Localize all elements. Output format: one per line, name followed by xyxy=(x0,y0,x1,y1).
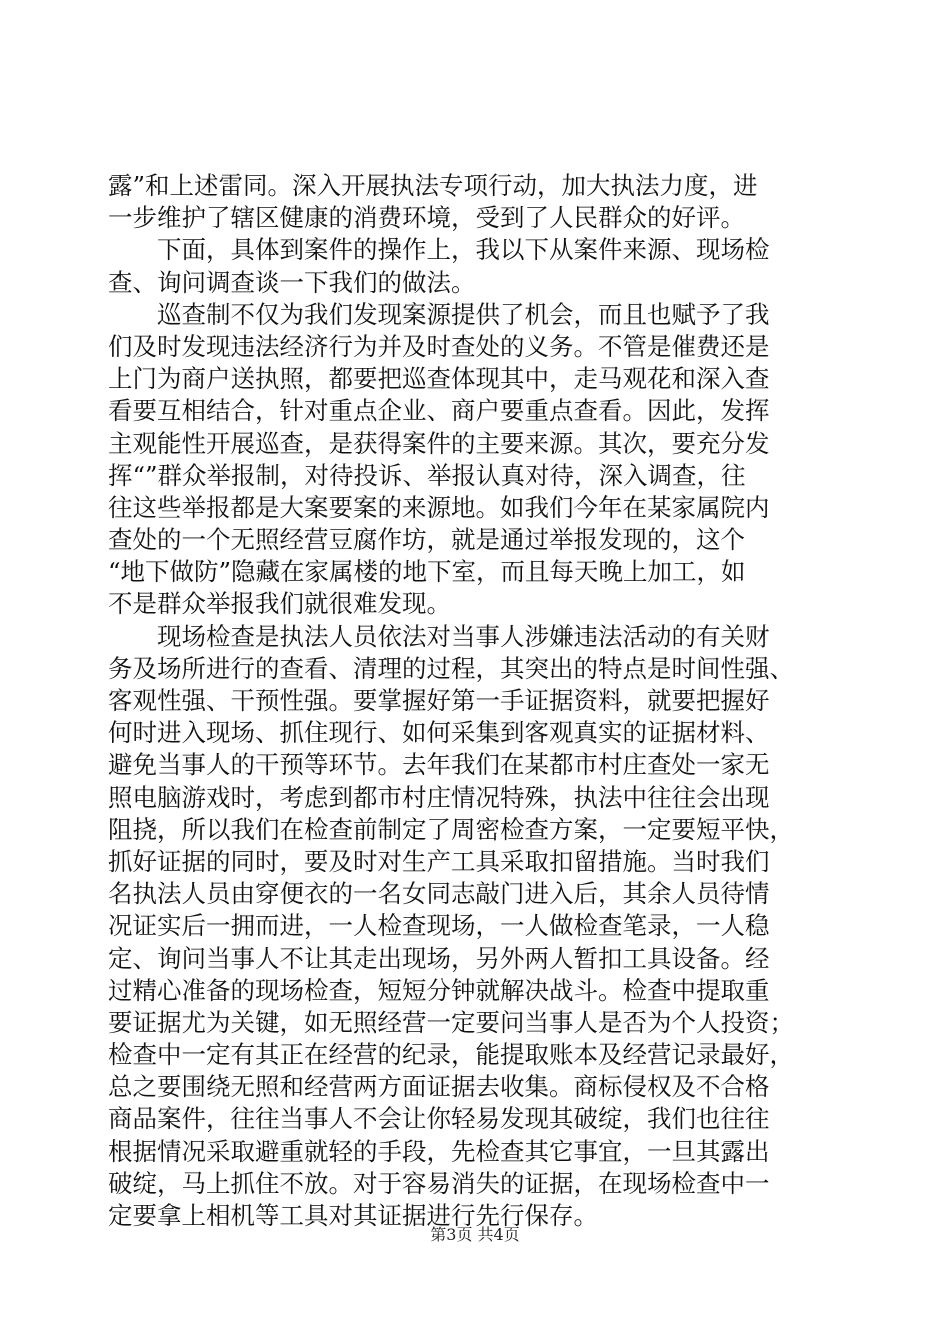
text-line: 巡查制不仅为我们发现案源提供了机会，而且也赋予了我 xyxy=(108,299,770,329)
text-line: “地下做防”隐藏在家属楼的地下室，而且每天晚上加工，如 xyxy=(108,557,746,587)
text-line: 避免当事人的干预等环节。去年我们在某都市村庄查处一家无 xyxy=(108,750,770,780)
text-line: 过精心准备的现场检查，短短分钟就解决战斗。检查中提取重 xyxy=(108,975,770,1005)
text-line: 况证实后一拥而进，一人检查现场，一人做检查笔录，一人稳 xyxy=(108,911,770,941)
text-line: 一步维护了辖区健康的消费环境，受到了人民群众的好评。 xyxy=(108,203,745,233)
text-line: 挥“”群众举报制，对待投诉、举报认真对待，深入调查，往 xyxy=(108,460,746,490)
text-line: 破绽，马上抓住不放。对于容易消失的证据，在现场检查中一 xyxy=(108,1168,770,1198)
page-footer: 第3页 共4页 xyxy=(430,1225,520,1244)
text-line: 照电脑游戏时，考虑到都市村庄情况特殊，执法中往往会出现 xyxy=(108,782,770,812)
text-line: 阻挠，所以我们在检查前制定了周密检查方案，一定要短平快， xyxy=(108,814,794,844)
text-line: 下面，具体到案件的操作上，我以下从案件来源、现场检 xyxy=(108,235,770,265)
text-line: 何时进入现场、抓住现行、如何采集到客观真实的证据材料、 xyxy=(108,718,770,748)
text-line: 看要互相结合，针对重点企业、商户要重点查看。因此，发挥 xyxy=(108,396,770,426)
text-line: 们及时发现违法经济行为并及时查处的义务。不管是催费还是 xyxy=(108,331,770,361)
text-line: 露”和上述雷同。深入开展执法专项行动，加大执法力度，进 xyxy=(108,171,758,200)
text-line: 现场检查是执法人员依法对当事人涉嫌违法活动的有关财 xyxy=(108,621,770,651)
text-line: 定、询问当事人不让其走出现场，另外两人暂扣工具设备。经 xyxy=(108,943,770,973)
text-line: 根据情况采取避重就轻的手段，先检查其它事宜，一旦其露出 xyxy=(108,1136,770,1166)
text-line: 查、询问调查谈一下我们的做法。 xyxy=(108,267,476,297)
text-line: 不是群众举报我们就很难发现。 xyxy=(108,589,451,619)
text-line: 定要拿上相机等工具对其证据进行先行保存。 xyxy=(108,1201,598,1230)
text-line: 务及场所进行的查看、清理的过程，其突出的特点是时间性强、 xyxy=(108,653,794,683)
text-line: 抓好证据的同时，要及时对生产工具采取扣留措施。当时我们 xyxy=(108,846,770,876)
body-text xyxy=(108,170,848,1232)
text-line: 上门为商户送执照，都要把巡查体现其中，走马观花和深入查 xyxy=(108,364,770,394)
text-line: 总之要围绕无照和经营两方面证据去收集。商标侵权及不合格 xyxy=(108,1072,770,1102)
text-line: 商品案件，往往当事人不会让你轻易发现其破绽，我们也往往 xyxy=(108,1104,770,1134)
text-line: 要证据尤为关键，如无照经营一定要问当事人是否为个人投资； xyxy=(108,1007,794,1037)
text-line: 检查中一定有其正在经营的纪录，能提取账本及经营记录最好， xyxy=(108,1040,794,1070)
text-line: 往这些举报都是大案要案的来源地。如我们今年在某家属院内 xyxy=(108,492,770,522)
text-line: 客观性强、干预性强。要掌握好第一手证据资料，就要把握好 xyxy=(108,686,770,715)
text-line: 查处的一个无照经营豆腐作坊，就是通过举报发现的，这个 xyxy=(108,525,745,555)
text-line: 主观能性开展巡查，是获得案件的主要来源。其次，要充分发 xyxy=(108,428,770,458)
text-line: 名执法人员由穿便衣的一名女同志敲门进入后，其余人员待情 xyxy=(108,879,770,909)
